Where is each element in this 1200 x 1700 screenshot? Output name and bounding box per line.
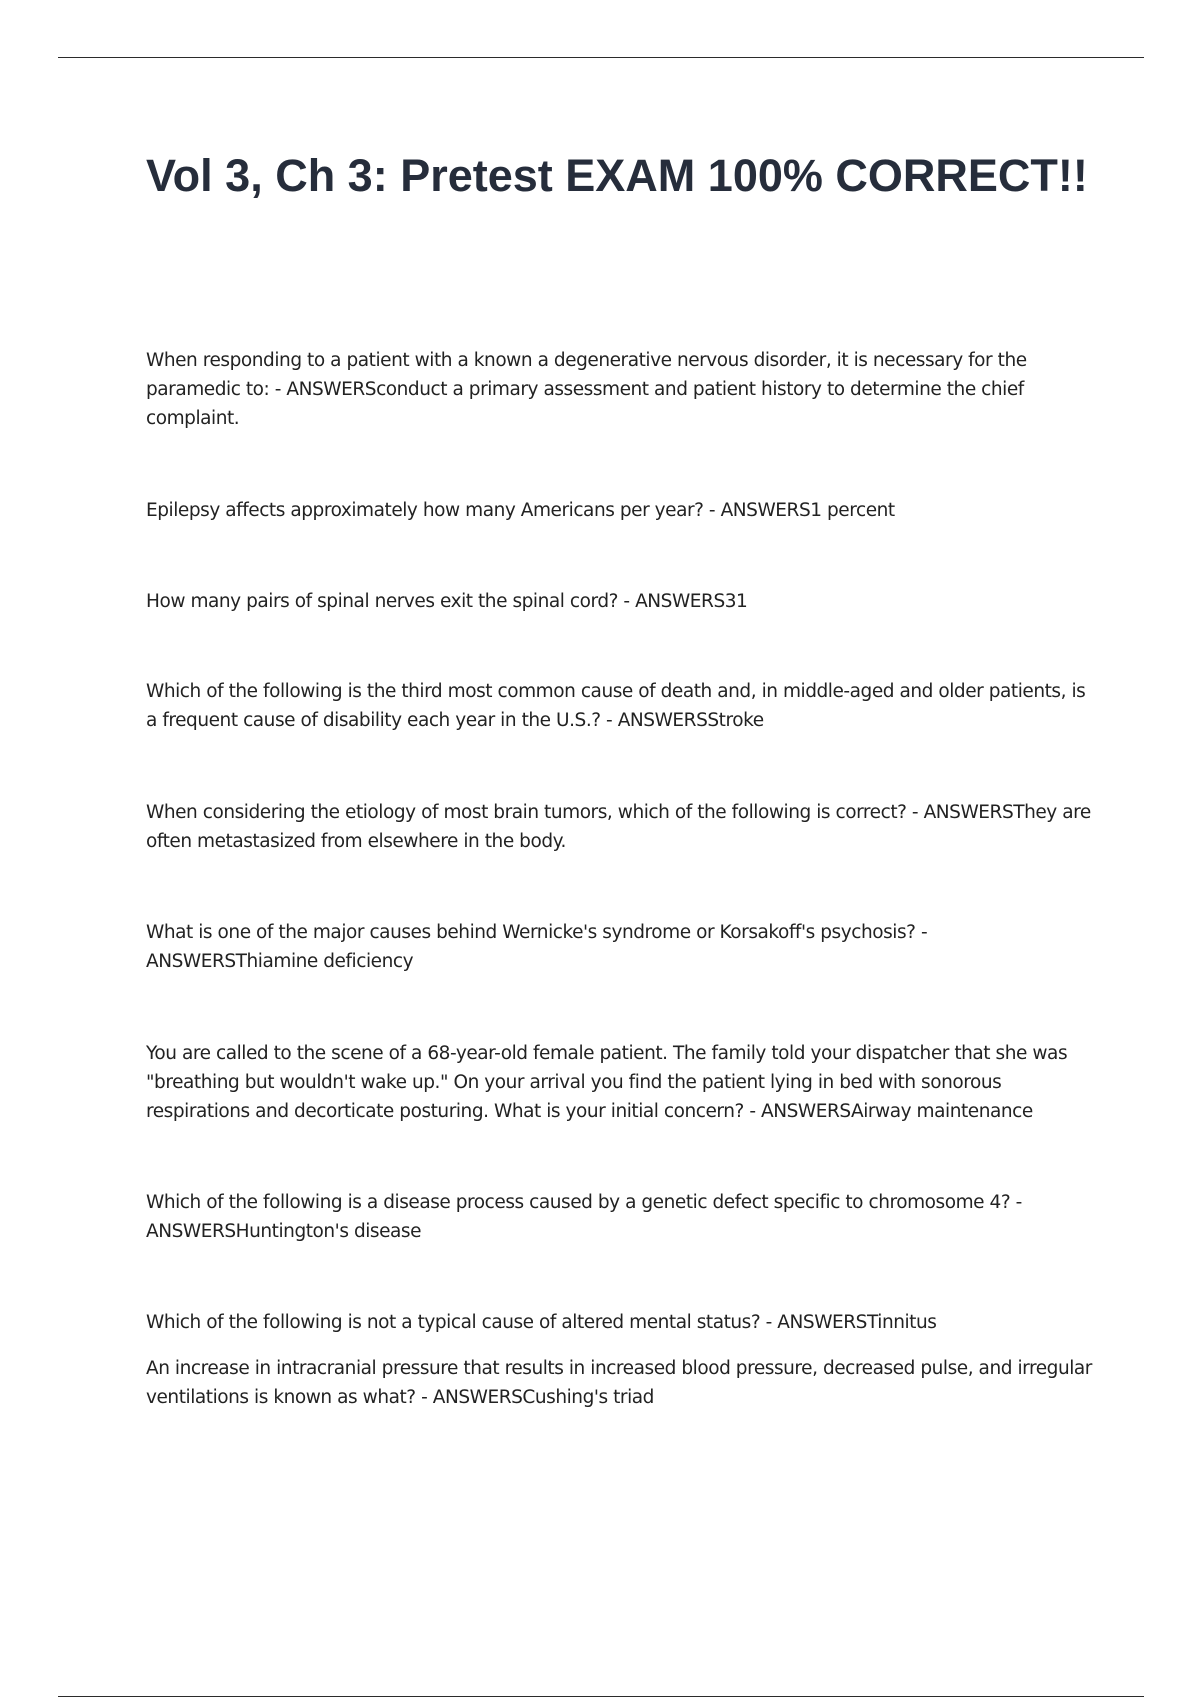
qa-item: Which of the following is a disease process caused by a genetic defect specific to chromosome 4? - ANSWERSHuntington's disease (146, 1192, 1022, 1242)
qa-item: Which of the following is not a typical cause of altered mental status? - ANSWERSTinnitus (146, 1312, 937, 1333)
qa-item: When considering the etiology of most brain tumors, which of the following is correct? - ANSWERSThey are often metastasized from elsewhere in the body. (146, 802, 1091, 852)
qa-item: How many pairs of spinal nerves exit the spinal cord? - ANSWERS31 (146, 591, 748, 612)
page-title: Vol 3, Ch 3: Pretest EXAM 100% CORRECT!! (146, 150, 1088, 201)
qa-item: What is one of the major causes behind Wernicke's syndrome or Korsakoff's psychosis? - ANSWERSThiamine deficiency (146, 922, 928, 972)
top-divider (58, 57, 1144, 58)
bottom-divider (58, 1696, 1144, 1697)
qa-item: When responding to a patient with a known a degenerative nervous disorder, it is necessary for the paramedic to: - ANSWERSconduct a primary assessment and patient history to determine the chief complaint. (146, 350, 1027, 429)
qa-item: Epilepsy affects approximately how many Americans per year? - ANSWERS1 percent (146, 500, 895, 521)
qa-item: An increase in intracranial pressure that results in increased blood pressure, decreased pulse, and irregular ventilations is known as what? - ANSWERSCushing's triad (146, 1358, 1092, 1408)
qa-item: Which of the following is the third most common cause of death and, in middle-aged and older patients, is a frequent cause of disability each year in the U.S.? - ANSWERSStroke (146, 681, 1086, 731)
qa-item: You are called to the scene of a 68-year-old female patient. The family told your dispatcher that she was "breathing but wouldn't wake up." On your arrival you find the patient lying in bed with sonorous respirations and decorticate posturing. What is your initial concern? - ANSWERSAirway maintenance (146, 1043, 1068, 1122)
